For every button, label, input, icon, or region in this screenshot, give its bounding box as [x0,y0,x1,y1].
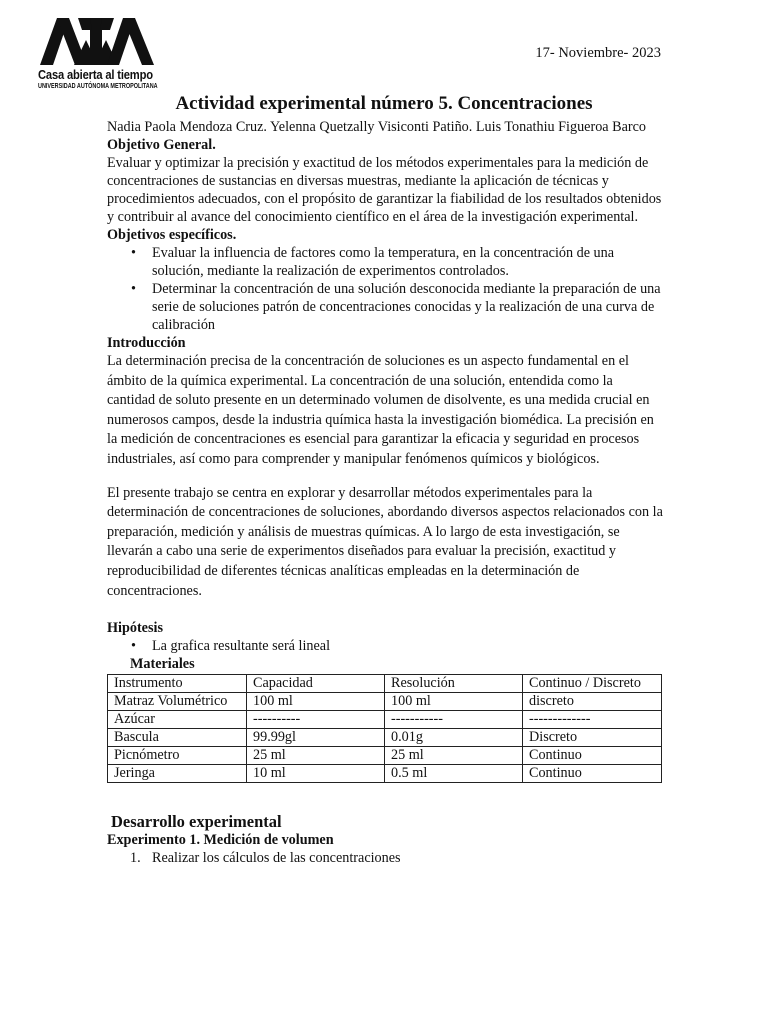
table-cell: discreto [523,693,662,711]
logo-university: UNIVERSIDAD AUTÓNOMA METROPOLITANA [38,83,158,90]
introduccion-paragraph: El presente trabajo se centra en explorar y desarrollar métodos experimentales para la determinación de concentraciones de soluciones, abordando diversos aspectos relacionados con la preparación, medición y análisis de muestras químicas. A lo largo de esta investigación, se llevarán a cabo una serie de experimentos diseñados para evaluar la precisión, exactitud y reproducibilidad de diferentes técnicas analíticas empleadas en la determinación de concentraciones. [107,484,663,599]
table-cell: 100 ml [247,693,385,711]
table-row [108,765,662,783]
table-header-cell: Instrumento [108,675,247,693]
table-cell: Continuo [523,747,662,765]
experimento-heading: Experimento 1. Medición de volumen [107,832,334,849]
objetivos-especificos-heading: Objetivos específicos. [107,227,237,243]
table-cell: Jeringa [108,765,247,783]
table-cell: Continuo [523,765,662,783]
logo-tagline: Casa abierta al tiempo [38,67,153,82]
table-cell: 25 ml [385,747,523,765]
introduccion-heading: Introducción [107,335,186,351]
experimento-steps [107,849,663,867]
list-item: • Determinar la concentración de una solución desconocida mediante la preparación de una serie de soluciones patrón de concentraciones conocidas y la realización de una curva de calibración [152,280,663,334]
table-cell: ----------- [385,711,523,729]
table-cell: Azúcar [108,711,247,729]
list-item: 1. Realizar los cálculos de las concentraciones [152,849,663,867]
list-item: • La grafica resultante será lineal [152,637,663,655]
document-title: Actividad experimental número 5. Concentraciones [175,93,593,114]
table-cell: ------------- [523,711,662,729]
table-cell: Matraz Volumétrico [108,693,247,711]
table-cell: 99.99gl [247,729,385,747]
authors: Nadia Paola Mendoza Cruz. Yelenna Quetzally Visiconti Patiño. Luis Tonathiu Figueroa Barco [107,119,647,135]
table-cell: Bascula [108,729,247,747]
table-cell: 25 ml [247,747,385,765]
objetivo-general-heading: Objetivo General. [107,137,216,153]
table-row [108,729,662,747]
table-cell: ---------- [247,711,385,729]
table-row [108,711,662,729]
hipotesis-heading: Hipótesis [107,620,163,637]
document-date: 17- Noviembre- 2023 [535,45,661,61]
introduccion-section [107,334,663,601]
document-body [107,118,663,867]
table-header-cell: Capacidad [247,675,385,693]
uam-logo [38,16,168,91]
table-cell: 0.01g [385,729,523,747]
objetivo-general-text: Evaluar y optimizar la precisión y exactitud de los métodos experimentales para la medición de concentraciones de sustancias en diversas muestras, mediante la aplicación de técnicas y procedimientos adecuados, con el propósito de garantizar la fiabilidad de los resultados obtenidos y contribuir al avance del conocimiento científico en el área de la investigación experimental. [107,155,662,225]
table-row [108,747,662,765]
desarrollo-heading: Desarrollo experimental [111,812,282,832]
table-cell: 10 ml [247,765,385,783]
table-cell: Discreto [523,729,662,747]
materiales-table [107,674,662,783]
table-row [108,693,662,711]
materiales-heading: Materiales [130,656,195,673]
list-item: • Evaluar la influencia de factores como la temperatura, en la concentración de una solución, mediante la realización de experimentos controlados. [152,244,663,280]
table-cell: Picnómetro [108,747,247,765]
table-header-cell: Continuo / Discreto [523,675,662,693]
table-header-cell: Resolución [385,675,523,693]
table-cell: 0.5 ml [385,765,523,783]
uam-logo-mark [38,16,156,66]
hipotesis-list [107,637,663,655]
table-cell: 100 ml [385,693,523,711]
introduccion-paragraph: La determinación precisa de la concentración de soluciones es un aspecto fundamental en el ámbito de la química experimental. La concentración de una solución, entendida como la cantidad de soluto presente en un determinado volumen de disolvente, es una medida crucial en numerosos campos, desde la industria química hasta la investigación biomédica. La precisión en la medición de concentraciones es esencial para garantizar la eficacia y seguridad en procesos industriales, así como para comprender y manipular fenómenos químicos y biológicos. [107,353,654,467]
table-header-row [108,675,662,693]
objetivos-especificos-list [107,244,663,334]
